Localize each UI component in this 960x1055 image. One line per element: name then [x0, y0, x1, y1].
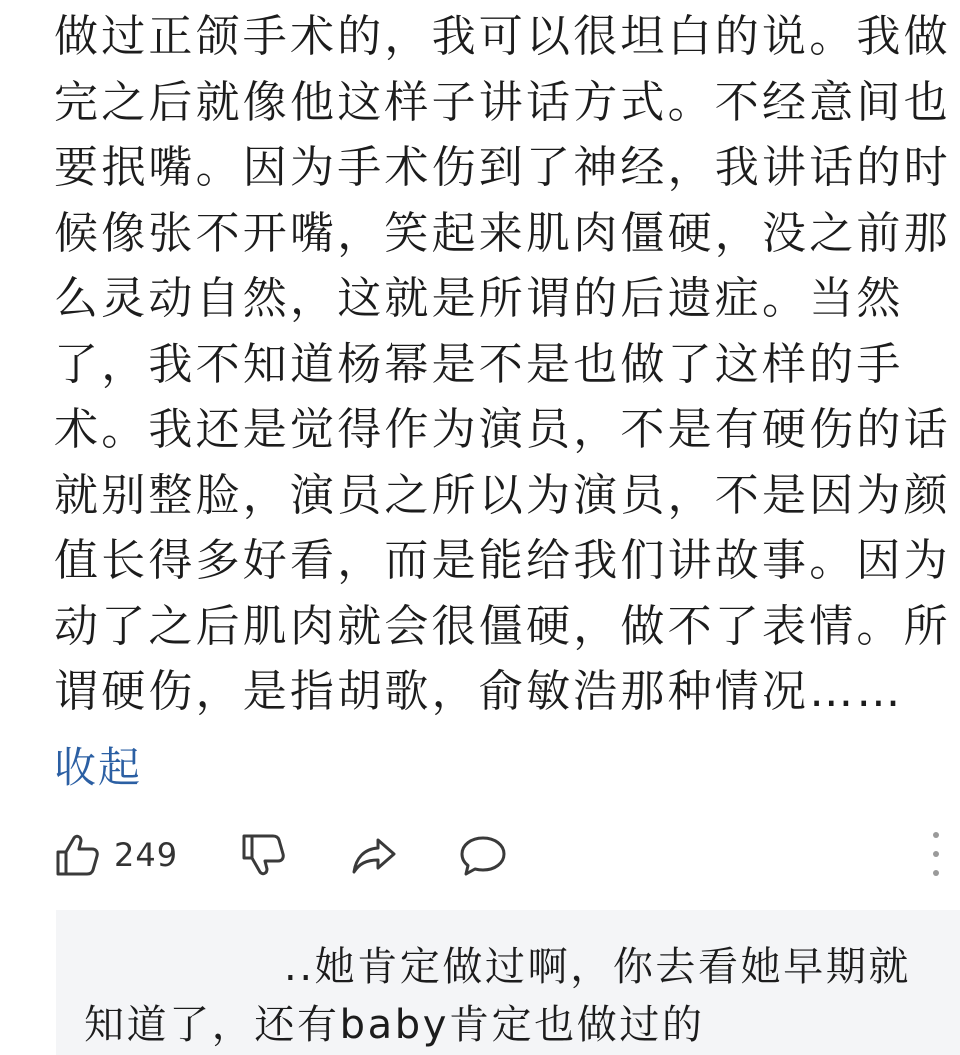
comment-line: 要抿嘴。因为手术伤到了神经，我讲话的时: [54, 142, 951, 193]
reply-preview[interactable]: [56, 910, 960, 1055]
vertical-dots-icon: [933, 870, 939, 876]
reply-line: ..她肯定做过啊，你去看她早期就: [284, 944, 912, 990]
dislike-button[interactable]: [240, 828, 286, 882]
reply-text: [84, 938, 944, 1054]
comment-line: 做过正颌手术的，我可以很坦白的说。我做: [54, 11, 951, 62]
comment-line: 术。我还是觉得作为演员，不是有硬伤的话: [54, 404, 951, 455]
comment-line: 就别整脸，演员之所以为演员，不是因为颜: [54, 469, 951, 521]
reply-button[interactable]: [458, 828, 508, 882]
comment-body: [54, 4, 951, 725]
comment-line: 谓硬伤，是指胡歌，俞敏浩那种情况……: [54, 666, 904, 717]
thumbs-up-icon: [54, 832, 100, 878]
comment-line: 了，我不知道杨幂是不是也做了这样的手: [54, 338, 904, 390]
vertical-dots-icon: [933, 851, 939, 857]
comment-line: 值长得多好看，而是能给我们讲故事。因为: [54, 535, 951, 586]
comment-line: 动了之后肌肉就会很僵硬，做不了表情。所: [54, 600, 951, 652]
comment-action-bar: [0, 820, 960, 890]
more-options-button[interactable]: [930, 832, 942, 876]
comment-line: 么灵动自然，这就是所谓的后遗症。当然: [54, 273, 904, 324]
share-button[interactable]: [350, 828, 398, 882]
reply-line: 知道了，还有baby肯定也做过的: [84, 1002, 705, 1048]
thumbs-down-icon: [240, 832, 286, 878]
speech-bubble-icon: [458, 832, 508, 878]
collapse-link[interactable]: 收起: [54, 743, 143, 792]
like-button[interactable]: [54, 828, 178, 882]
comment-line: 候像张不开嘴，笑起来肌肉僵硬，没之前那: [54, 207, 951, 259]
like-count: 249: [114, 836, 179, 874]
share-arrow-icon: [350, 832, 398, 878]
vertical-dots-icon: [933, 832, 939, 838]
comment-line: 完之后就像他这样子讲话方式。不经意间也: [54, 76, 951, 128]
